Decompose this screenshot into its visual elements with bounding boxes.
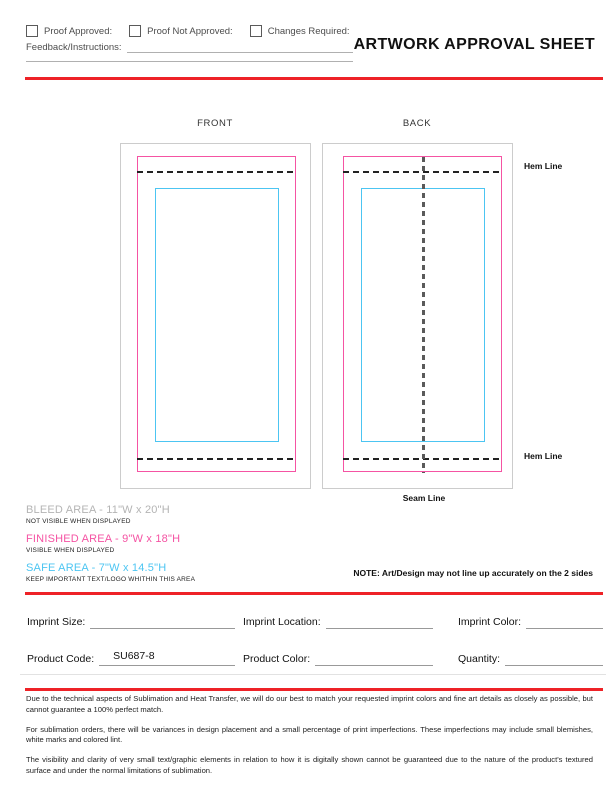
finished-area-subtitle: VISIBLE WHEN DISPLAYED [26,547,115,554]
finished-area-title: FINISHED AREA - 9"W x 18"H [26,533,181,545]
alignment-note: NOTE: Art/Design may not line up accurately on the 2 sides [353,568,593,578]
form-row-1 [27,613,603,629]
legend-item-safe [26,562,195,583]
front-panel-label: FRONT [197,118,233,129]
front-hem-line-top [137,171,297,173]
imprint-color-input[interactable] [526,613,603,629]
feedback-input-line-2[interactable] [26,61,353,62]
feedback-input-line-1[interactable] [127,42,353,53]
form-row-2 [27,650,603,666]
hem-line-top-label: Hem Line [524,161,563,171]
changes-required-label: Changes Required: [267,25,350,37]
product-code-label: Product Code: [27,653,95,665]
disclaimer-paragraph-1: Due to the technical aspects of Sublimation and Heat Transfer, we will do our best to match your requested imprint colors and fine art details as closely as possible, but cannot guarantee a 100% perfect match. [26,694,593,714]
product-color-field [243,650,433,666]
approval-checkbox-row [26,25,367,37]
proof-approved-checkbox[interactable] [26,25,38,37]
product-code-value: SU687-8 [113,650,155,662]
imprint-color-label: Imprint Color: [458,616,522,628]
hem-line-bottom-label: Hem Line [524,451,563,461]
safe-area-title: SAFE AREA - 7"W x 14.5"H [26,562,167,574]
bleed-area-subtitle: NOT VISIBLE WHEN DISPLAYED [26,518,131,525]
quantity-input[interactable] [505,650,603,666]
legend-item-bleed [26,504,195,525]
product-color-label: Product Color: [243,653,311,665]
product-code-field [27,650,235,666]
imprint-size-input[interactable] [90,613,235,629]
product-code-input[interactable] [99,650,235,666]
imprint-size-label: Imprint Size: [27,616,86,628]
feedback-row [26,42,353,53]
header-divider-rule [25,77,603,80]
imprint-location-field [243,613,433,629]
front-safe-area-box [155,188,279,442]
back-panel-label: BACK [402,118,432,129]
proof-not-approved-label: Proof Not Approved: [147,25,233,37]
quantity-label: Quantity: [458,653,501,665]
area-legend [26,504,195,591]
imprint-size-field [27,613,235,629]
feedback-label: Feedback/Instructions: [26,42,122,53]
front-hem-line-bottom [137,458,297,460]
disclaimer-divider-rule [25,688,603,691]
imprint-location-label: Imprint Location: [243,616,321,628]
product-color-input[interactable] [315,650,433,666]
page-title: ARTWORK APPROVAL SHEET [353,36,595,53]
disclaimer-text [26,694,593,786]
legend-item-finished [26,533,195,554]
bleed-area-title: BLEED AREA - 11"W x 20"H [26,504,170,516]
safe-area-subtitle: KEEP IMPORTANT TEXT/LOGO WHITHIN THIS AREA [26,576,196,583]
disclaimer-paragraph-2: For sublimation orders, there will be variances in design placement and a small percentage of print imperfections. These imperfections may include small blemishes, white marks and colored lint. [26,724,593,745]
imprint-location-input[interactable] [326,613,433,629]
form-bottom-hairline [20,674,606,675]
quantity-field [458,650,603,666]
legend-divider-rule [25,592,603,595]
order-details-form [27,613,603,687]
disclaimer-paragraph-3: The visibility and clarity of very small text/graphic elements in relation to how it is digitally shown cannot be guaranteed due to the nature of the product's textured surface and under the normal limitations of sublimation. [26,755,593,775]
imprint-color-field [458,613,603,629]
proof-not-approved-checkbox[interactable] [129,25,141,37]
seam-line-label: Seam Line [402,493,446,503]
proof-approved-label: Proof Approved: [44,25,113,37]
changes-required-checkbox[interactable] [250,25,262,37]
back-seam-line [422,157,425,473]
